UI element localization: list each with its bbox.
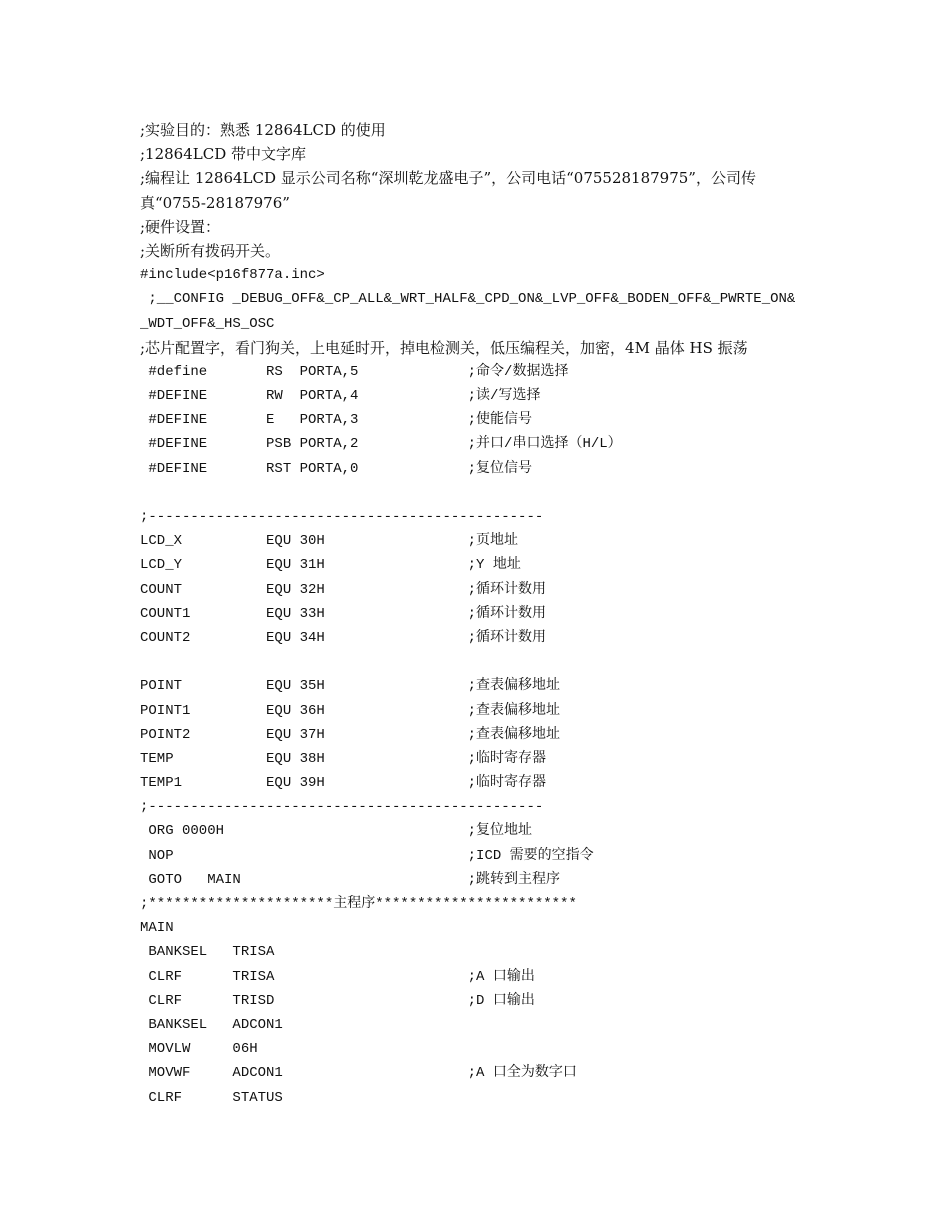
blank-line bbox=[140, 650, 820, 674]
instruction-line: BANKSEL ADCON1 bbox=[140, 1016, 283, 1033]
label-line: MAIN bbox=[140, 920, 174, 937]
equ-line: TEMP1 EQU 39H ;临时寄存器 bbox=[140, 775, 547, 792]
blank-line bbox=[140, 481, 820, 505]
define-line: #DEFINE RST PORTA,0 ;复位信号 bbox=[140, 460, 533, 477]
instruction-line: NOP ;ICD 需要的空指令 bbox=[140, 847, 594, 864]
comment-line: ;硬件设置： bbox=[140, 217, 221, 236]
equ-line: COUNT2 EQU 34H ;循环计数用 bbox=[140, 629, 547, 646]
define-line: #DEFINE PSB PORTA,2 ;并口/串口选择（H/L） bbox=[140, 436, 622, 453]
define-line: #define RS PORTA,5 ;命令/数据选择 bbox=[140, 363, 569, 380]
instruction-line: MOVLW 06H bbox=[140, 1041, 258, 1058]
config-line: _WDT_OFF&_HS_OSC bbox=[140, 315, 275, 332]
comment-line: ;12864LCD 带中文字库 bbox=[140, 145, 307, 164]
separator-line: ;----------------------------------------------- bbox=[140, 509, 544, 525]
instruction-line: CLRF TRISD ;D 口输出 bbox=[140, 992, 535, 1009]
config-line: ;__CONFIG _DEBUG_OFF&_CP_ALL&_WRT_HALF&_CPD_ON&_LVP_OFF&_BODEN_OFF&_PWRTE_ON& bbox=[140, 291, 796, 308]
comment-line: ;关断所有拨码开关。 bbox=[140, 241, 281, 260]
equ-line: TEMP EQU 38H ;临时寄存器 bbox=[140, 750, 547, 767]
equ-line: POINT EQU 35H ;查表偏移地址 bbox=[140, 678, 561, 695]
include-line: #include<p16f877a.inc> bbox=[140, 267, 325, 284]
define-line: #DEFINE E PORTA,3 ;使能信号 bbox=[140, 412, 533, 429]
comment-line: 真“0755-28187976” bbox=[140, 193, 290, 212]
code-listing bbox=[140, 118, 820, 1110]
equ-line: POINT2 EQU 37H ;查表偏移地址 bbox=[140, 726, 561, 743]
equ-line: COUNT EQU 32H ;循环计数用 bbox=[140, 581, 547, 598]
separator-line: ;----------------------------------------------- bbox=[140, 799, 544, 816]
equ-line: COUNT1 EQU 33H ;循环计数用 bbox=[140, 605, 547, 622]
equ-line: LCD_X EQU 30H ;页地址 bbox=[140, 533, 519, 550]
equ-line: LCD_Y EQU 31H ;Y 地址 bbox=[140, 557, 521, 574]
comment-line: ;编程让 12864LCD 显示公司名称“深圳乾龙盛电子”，公司电话“075528187975”，公司传 bbox=[140, 169, 756, 188]
define-line: #DEFINE RW PORTA,4 ;读/写选择 bbox=[140, 388, 541, 405]
instruction-line: GOTO MAIN ;跳转到主程序 bbox=[140, 871, 561, 888]
instruction-line: CLRF STATUS bbox=[140, 1089, 283, 1106]
main-program-banner: ;**********************主程序************************ bbox=[140, 896, 577, 912]
instruction-line: MOVWF ADCON1 ;A 口全为数字口 bbox=[140, 1065, 577, 1082]
comment-line: ;芯片配置字，看门狗关，上电延时开，掉电检测关，低压编程关，加密，4M 晶体 HS 振荡 bbox=[140, 338, 748, 357]
comment-line: ;实验目的：熟悉 12864LCD 的使用 bbox=[140, 121, 386, 139]
instruction-line: ORG 0000H ;复位地址 bbox=[140, 823, 533, 840]
equ-line: POINT1 EQU 36H ;查表偏移地址 bbox=[140, 702, 561, 719]
instruction-line: BANKSEL TRISA bbox=[140, 944, 275, 961]
instruction-line: CLRF TRISA ;A 口输出 bbox=[140, 968, 535, 985]
